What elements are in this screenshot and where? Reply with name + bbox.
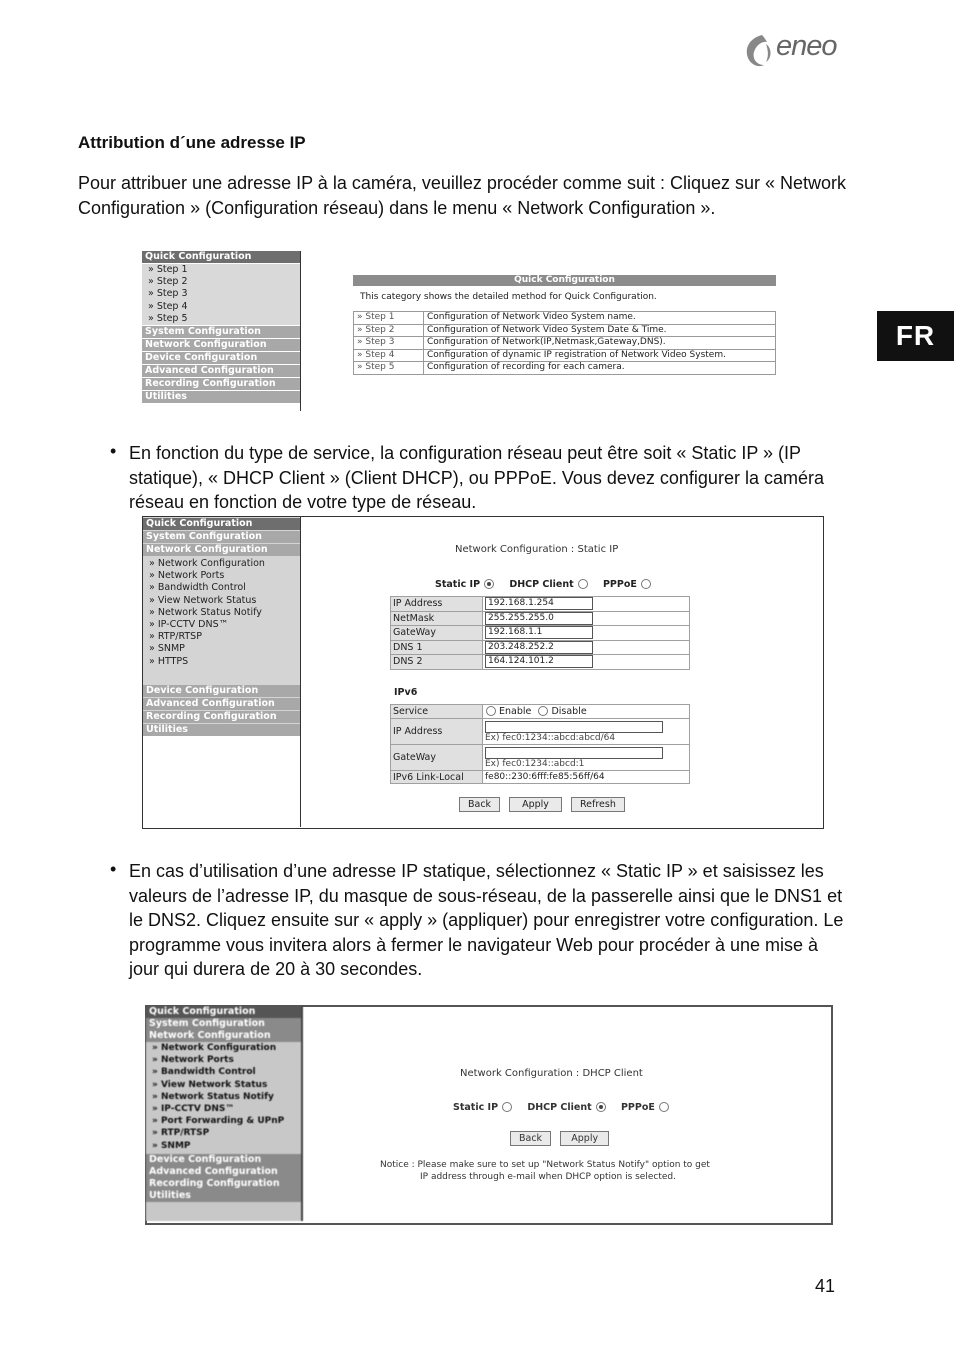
pppoe-label: PPPoE [602, 579, 637, 590]
menu-advanced-configuration[interactable]: Advanced Configuration [142, 365, 300, 377]
menu-utilities[interactable]: Utilities [146, 1190, 301, 1202]
dns2-input[interactable]: 164.124.101.2 [485, 655, 593, 668]
dhcp-client-radio[interactable] [596, 1102, 606, 1112]
dns1-label: DNS 1 [391, 640, 483, 655]
menu-quick-configuration[interactable]: Quick Configuration [143, 518, 300, 530]
netmask-input[interactable]: 255.255.255.0 [485, 612, 593, 625]
ipv6-heading: IPv6 [394, 687, 418, 698]
table-row [391, 597, 690, 612]
disable-label: Disable [551, 706, 587, 717]
apply-button[interactable]: Apply [509, 797, 562, 812]
netmask-label: NetMask [391, 611, 483, 626]
bullet-marker: • [110, 441, 117, 461]
pppoe-label: PPPoE [620, 1102, 655, 1113]
table-row [391, 640, 690, 655]
submenu-ip-cctv-dns[interactable]: » IP-CCTV DNS™ [149, 618, 229, 630]
dhcp-button-bar [510, 1131, 615, 1146]
menu-advanced-configuration[interactable]: Advanced Configuration [146, 1166, 301, 1178]
menu-step[interactable]: » Step 4 [142, 301, 300, 313]
link-local-value: fe80::230:6fff:fe85:56ff/64 [483, 771, 690, 784]
dns2-label: DNS 2 [391, 655, 483, 670]
quick-config-sidebar [142, 251, 301, 411]
ipv6-gateway-example: Ex) fec0:1234::abcd:1 [485, 758, 585, 769]
dhcp-sidebar [146, 1006, 303, 1221]
pppoe-radio[interactable] [641, 579, 651, 589]
section-title: Attribution d´une adresse IP [78, 133, 306, 152]
link-local-label: IPv6 Link-Local [391, 771, 483, 784]
ipv6-disable-radio[interactable] [538, 706, 548, 716]
ip-address-input[interactable]: 192.168.1.254 [485, 597, 593, 610]
menu-advanced-configuration[interactable]: Advanced Configuration [143, 698, 300, 710]
ipv6-ip-example: Ex) fec0:1234::abcd:abcd/64 [485, 732, 616, 743]
static-ip-label: Static IP [435, 579, 481, 590]
dhcp-notice-line-2: IP address through e-mail when DHCP option is selected. [420, 1172, 676, 1182]
table-row [354, 324, 776, 337]
mode-selector [435, 579, 651, 590]
network-config-title: Network Configuration : Static IP [455, 544, 619, 555]
static-ip-radio[interactable] [502, 1102, 512, 1112]
menu-system-configuration[interactable]: System Configuration [142, 326, 300, 338]
dns1-input[interactable]: 203.248.252.2 [485, 641, 593, 654]
dhcp-mode-selector [453, 1102, 669, 1113]
submenu-view-network-status[interactable]: » View Network Status [146, 1079, 301, 1091]
ipv6-ip-input[interactable] [485, 721, 663, 733]
pppoe-radio[interactable] [659, 1102, 669, 1112]
ipv4-settings-table [390, 596, 690, 670]
ipv6-ip-label: IP Address [391, 719, 483, 745]
menu-step[interactable]: » Step 1 [142, 264, 300, 276]
menu-step[interactable]: » Step 5 [142, 313, 300, 325]
step-description: Configuration of recording for each camera. [424, 362, 776, 375]
dhcp-client-label: DHCP Client [509, 579, 574, 590]
submenu-snmp[interactable]: » SNMP [146, 1140, 301, 1152]
menu-step[interactable]: » Step 3 [142, 288, 300, 300]
page-number: 41 [815, 1276, 836, 1296]
submenu-bandwidth-control[interactable]: » Bandwidth Control [146, 1066, 301, 1078]
submenu-rtp-rtsp[interactable]: » RTP/RTSP [149, 631, 202, 643]
submenu-network-configuration[interactable]: » Network Configuration [146, 1042, 301, 1054]
dhcp-config-title: Network Configuration : DHCP Client [460, 1068, 643, 1079]
ipv6-gateway-label: GateWay [391, 745, 483, 771]
step-description: Configuration of Network(IP,Netmask,Gateway,DNS). [424, 337, 776, 350]
bullet-marker: • [110, 859, 117, 879]
brand-name: eneo [776, 30, 837, 62]
submenu-rtp-rtsp[interactable]: » RTP/RTSP [146, 1127, 301, 1139]
dhcp-notice-line-1: Notice : Please make sure to set up "Network Status Notify" option to get [380, 1160, 710, 1170]
menu-quick-configuration[interactable]: Quick Configuration [146, 1006, 301, 1018]
submenu-https[interactable]: » HTTPS [149, 655, 189, 667]
service-label: Service [391, 705, 483, 719]
menu-network-configuration[interactable]: Network Configuration [143, 544, 300, 556]
menu-step[interactable]: » Step 2 [142, 276, 300, 288]
back-button[interactable]: Back [459, 797, 500, 812]
submenu-bandwidth-control[interactable]: » Bandwidth Control [149, 582, 246, 594]
table-row [354, 349, 776, 362]
step-link[interactable]: » Step 2 [354, 324, 424, 337]
back-button[interactable]: Back [510, 1131, 551, 1146]
bullet-paragraph: En fonction du type de service, la configuration réseau peut être soit « Static IP » (IP statique), « DHCP Client » (Client DHCP), ou PPPoE. Vous devez configurer la caméra réseau en fonction de votre type de réseau. [129, 443, 824, 512]
menu-network-configuration[interactable]: Network Configuration [142, 339, 300, 351]
language-tab: FR [877, 311, 954, 361]
submenu-network-ports[interactable]: » Network Ports [146, 1054, 301, 1066]
menu-system-configuration[interactable]: System Configuration [146, 1018, 301, 1030]
network-config-sidebar [143, 517, 301, 827]
table-row [391, 771, 690, 784]
table-row [354, 337, 776, 350]
table-row [391, 655, 690, 670]
table-row [354, 312, 776, 325]
enable-label: Enable [499, 706, 532, 717]
ipv6-gateway-input[interactable] [485, 747, 663, 759]
gateway-input[interactable]: 192.168.1.1 [485, 626, 593, 639]
button-bar [459, 797, 631, 812]
ipv6-enable-radio[interactable] [486, 706, 496, 716]
menu-quick-configuration[interactable]: Quick Configuration [142, 251, 300, 263]
quick-config-panel-title: Quick Configuration [353, 275, 776, 286]
menu-utilities[interactable]: Utilities [142, 391, 300, 403]
table-row [391, 745, 690, 771]
submenu-network-ports[interactable]: » Network Ports [149, 570, 225, 582]
step-link[interactable]: » Step 5 [354, 362, 424, 375]
apply-button[interactable]: Apply [560, 1131, 609, 1146]
ip-address-label: IP Address [391, 597, 483, 612]
ipv6-settings-table [390, 704, 690, 784]
menu-device-configuration[interactable]: Device Configuration [142, 352, 300, 364]
menu-device-configuration[interactable]: Device Configuration [143, 685, 300, 697]
quick-config-steps-table [353, 311, 776, 375]
submenu-network-configuration[interactable]: » Network Configuration [149, 558, 265, 569]
menu-device-configuration[interactable]: Device Configuration [146, 1154, 301, 1166]
menu-recording-configuration[interactable]: Recording Configuration [143, 711, 300, 723]
step-link[interactable]: » Step 1 [354, 312, 424, 325]
submenu-network-status-notify[interactable]: » Network Status Notify [149, 606, 262, 618]
menu-recording-configuration[interactable]: Recording Configuration [146, 1178, 301, 1190]
eneo-swirl-icon [740, 32, 780, 72]
table-row [391, 719, 690, 745]
step-description: Configuration of dynamic IP registration of Network Video System. [424, 349, 776, 362]
step-description: Configuration of Network Video System name. [424, 312, 776, 325]
step-link[interactable]: » Step 4 [354, 349, 424, 362]
gateway-label: GateWay [391, 626, 483, 641]
menu-recording-configuration[interactable]: Recording Configuration [142, 378, 300, 390]
submenu-network-status-notify[interactable]: » Network Status Notify [146, 1091, 301, 1103]
static-ip-radio[interactable] [484, 579, 494, 589]
menu-utilities[interactable]: Utilities [143, 724, 300, 736]
table-row [391, 626, 690, 641]
submenu-view-network-status[interactable]: » View Network Status [149, 594, 257, 606]
menu-system-configuration[interactable]: System Configuration [143, 531, 300, 543]
table-row [391, 611, 690, 626]
quick-config-description: This category shows the detailed method for Quick Configuration. [360, 292, 657, 302]
dhcp-client-radio[interactable] [578, 579, 588, 589]
submenu-snmp[interactable]: » SNMP [149, 643, 185, 655]
step-description: Configuration of Network Video System Date & Time. [424, 324, 776, 337]
refresh-button[interactable]: Refresh [571, 797, 625, 812]
table-row [354, 362, 776, 375]
static-ip-label: Static IP [453, 1102, 499, 1113]
bullet-paragraph: En cas d’utilisation d’une adresse IP statique, sélectionnez « Static IP » et saisissez les valeurs de l’adresse IP, du masque de sous-réseau, de la passerelle ainsi que le DNS1 et le DNS2. Cliquez ensuite sur « apply » (appliquer) pour enregistrer votre configuration. Le programme vous invitera alors à fermer le navigateur Web pour procéder à une mise à jour qui durera de 20 à 30 secondes. [129, 861, 844, 979]
table-row [391, 705, 690, 719]
submenu-port-forwarding[interactable]: » Port Forwarding & UPnP [146, 1115, 301, 1127]
submenu-ip-cctv-dns[interactable]: » IP-CCTV DNS™ [146, 1103, 301, 1115]
step-link[interactable]: » Step 3 [354, 337, 424, 350]
dhcp-client-label: DHCP Client [527, 1102, 592, 1113]
menu-network-configuration[interactable]: Network Configuration [146, 1030, 301, 1042]
intro-paragraph: Pour attribuer une adresse IP à la caméra, veuillez procéder comme suit : Cliquez sur « Network Configuration » (Configuration réseau) dans le menu « Network Configuration ». [78, 173, 847, 218]
